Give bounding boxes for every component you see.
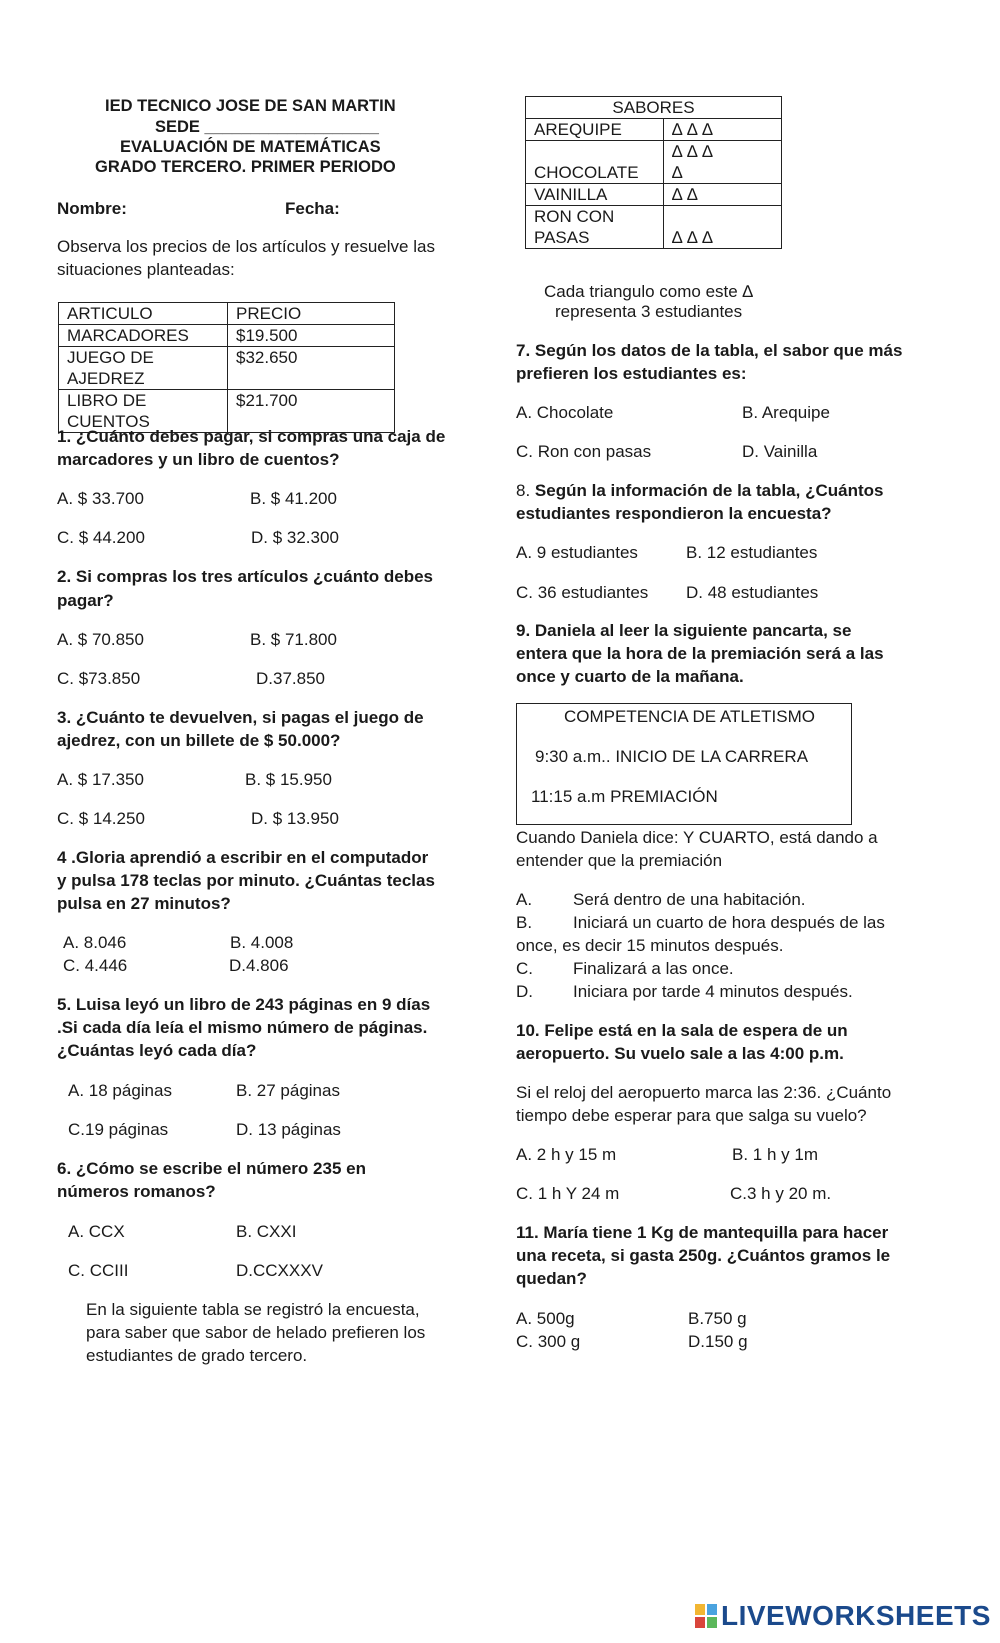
q10-option-b[interactable]: B. 1 h y 1m bbox=[732, 1145, 818, 1164]
q9-text-1: Cuando Daniela dice: Y CUARTO, está dando a bbox=[516, 828, 878, 847]
q11-line-1: 11. María tiene 1 Kg de mantequilla para hacer bbox=[516, 1223, 889, 1242]
q5-option-c[interactable]: C.19 páginas bbox=[68, 1120, 169, 1139]
item-price: $32.650 bbox=[228, 347, 395, 390]
q4-option-a[interactable]: A. 8.046 bbox=[63, 933, 127, 952]
q10-option-c[interactable]: C. 1 h Y 24 m bbox=[516, 1184, 620, 1203]
q5-option-b[interactable]: B. 27 páginas bbox=[236, 1081, 340, 1100]
q1-line-2: marcadores y un libro de cuentos? bbox=[57, 450, 340, 469]
banner-line-2: 11:15 a.m PREMIACIÓN bbox=[531, 787, 718, 806]
q2-option-a[interactable]: A. $ 70.850 bbox=[57, 630, 144, 649]
intro-line-2: situaciones planteadas: bbox=[57, 260, 235, 279]
q4-line-2: y pulsa 178 teclas por minuto. ¿Cuántas teclas bbox=[57, 871, 435, 890]
q1-option-a[interactable]: A. $ 33.700 bbox=[57, 489, 144, 508]
q9-option-c-label[interactable]: C. bbox=[516, 959, 533, 978]
table-row bbox=[526, 141, 782, 184]
q3-option-b[interactable]: B. $ 15.950 bbox=[245, 770, 332, 789]
q8-line-1 bbox=[516, 479, 883, 502]
q11-option-d[interactable]: D.150 g bbox=[688, 1332, 748, 1351]
q11-line-3: quedan? bbox=[516, 1269, 587, 1288]
q5-option-a[interactable]: A. 18 páginas bbox=[68, 1081, 172, 1100]
fecha-label: Fecha: bbox=[285, 199, 340, 218]
item-name: CUENTOS bbox=[67, 412, 150, 431]
logo-text: LIVEWORKSHEETS bbox=[721, 1600, 991, 1631]
q3-line-1: 3. ¿Cuánto te devuelven, si pagas el juego de bbox=[57, 708, 424, 727]
exam-title: EVALUACIÓN DE MATEMÁTICAS bbox=[120, 138, 381, 156]
sede-line: SEDE ___________________ bbox=[155, 118, 379, 136]
q9-option-b[interactable]: Iniciará un cuarto de hora después de las bbox=[573, 913, 885, 932]
q1-option-c[interactable]: C. $ 44.200 bbox=[57, 528, 145, 547]
price-table bbox=[58, 302, 395, 433]
q3-option-c[interactable]: C. $ 14.250 bbox=[57, 809, 145, 828]
table-row bbox=[526, 119, 782, 141]
table-row bbox=[59, 347, 395, 390]
q9-line-2: entera que la hora de la premiación será a las bbox=[516, 644, 884, 663]
q3-option-a[interactable]: A. $ 17.350 bbox=[57, 770, 144, 789]
q9-option-b-cont: once, es decir 15 minutos después. bbox=[516, 936, 784, 955]
q2-option-c[interactable]: C. $73.850 bbox=[57, 669, 141, 688]
q7-option-d[interactable]: D. Vainilla bbox=[742, 442, 818, 461]
q5-line-1: 5. Luisa leyó un libro de 243 páginas en 9 días bbox=[57, 995, 431, 1014]
q2-line-1: 2. Si compras los tres artículos ¿cuánto debes bbox=[57, 567, 434, 586]
q7-line-1: 7. Según los datos de la tabla, el sabor que más bbox=[516, 341, 903, 360]
table-row bbox=[526, 184, 782, 206]
q6-option-a[interactable]: A. CCX bbox=[68, 1222, 125, 1241]
q1-option-d[interactable]: D. $ 32.300 bbox=[251, 528, 339, 547]
intro-line-1: Observa los precios de los artículos y resuelve las bbox=[57, 237, 435, 256]
q6-line-1: 6. ¿Cómo se escribe el número 235 en bbox=[57, 1159, 366, 1178]
q9-option-d-label[interactable]: D. bbox=[516, 982, 533, 1001]
q7-option-a[interactable]: A. Chocolate bbox=[516, 403, 614, 422]
q7-option-b[interactable]: B. Arequipe bbox=[742, 403, 830, 422]
q4-line-3: pulsa en 27 minutos? bbox=[57, 894, 231, 913]
q4-option-d[interactable]: D.4.806 bbox=[229, 956, 289, 975]
legend-line-1: Cada triangulo como este ∆ bbox=[544, 282, 753, 301]
col-header-precio: PRECIO bbox=[228, 303, 395, 325]
q10-text-2: tiempo debe esperar para que salga su vuelo? bbox=[516, 1106, 867, 1125]
legend-line-2: representa 3 estudiantes bbox=[555, 302, 743, 321]
q4-option-c[interactable]: C. 4.446 bbox=[63, 956, 128, 975]
q11-option-a[interactable]: A. 500g bbox=[516, 1309, 575, 1328]
survey-intro-line-3: estudiantes de grado tercero. bbox=[86, 1346, 308, 1365]
q10-option-d[interactable]: C.3 h y 20 m. bbox=[730, 1184, 832, 1203]
item-name: AJEDREZ bbox=[67, 369, 145, 388]
q4-line-1: 4 .Gloria aprendió a escribir en el computador bbox=[57, 848, 429, 867]
q6-option-b[interactable]: B. CXXI bbox=[236, 1222, 297, 1241]
flavors-table bbox=[525, 96, 782, 249]
q6-option-c[interactable]: C. CCIII bbox=[68, 1261, 129, 1280]
col-header-articulo: ARTICULO bbox=[59, 303, 228, 325]
tally-marks: ∆ ∆ bbox=[672, 185, 698, 204]
q9-option-b-label[interactable]: B. bbox=[516, 913, 533, 932]
q5-line-2: .Si cada día leía el mismo número de páginas. bbox=[57, 1018, 428, 1037]
item-price: $21.700 bbox=[228, 390, 395, 433]
flavor-name: AREQUIPE bbox=[534, 120, 622, 139]
q3-line-2: ajedrez, con un billete de $ 50.000? bbox=[57, 731, 341, 750]
q1-line-1: 1. ¿Cuánto debes pagar, si compras una caja de bbox=[57, 427, 446, 446]
tally-marks: ∆ ∆ ∆ bbox=[672, 228, 713, 247]
q4-option-b[interactable]: B. 4.008 bbox=[230, 933, 294, 952]
q6-option-d[interactable]: D.CCXXXV bbox=[236, 1261, 323, 1280]
nombre-label: Nombre: bbox=[57, 199, 127, 218]
q1-option-b[interactable]: B. $ 41.200 bbox=[250, 489, 337, 508]
q8-option-a[interactable]: A. 9 estudiantes bbox=[516, 543, 638, 562]
q9-option-d[interactable]: Iniciara por tarde 4 minutos después. bbox=[573, 982, 853, 1001]
grade-period: GRADO TERCERO. PRIMER PERIODO bbox=[95, 158, 396, 176]
q8-number: 8. bbox=[516, 481, 531, 500]
q9-text-2: entender que la premiación bbox=[516, 851, 723, 870]
q9-option-a-label[interactable]: A. bbox=[516, 890, 533, 909]
q6-line-2: números romanos? bbox=[57, 1182, 216, 1201]
q9-option-c[interactable]: Finalizará a las once. bbox=[573, 959, 734, 978]
q11-option-b[interactable]: B.750 g bbox=[688, 1309, 747, 1328]
item-price: $19.500 bbox=[228, 325, 395, 347]
q8-option-d[interactable]: D. 48 estudiantes bbox=[686, 583, 819, 602]
tally-marks: ∆ bbox=[672, 163, 683, 182]
q11-option-c[interactable]: C. 300 g bbox=[516, 1332, 581, 1351]
item-name: JUEGO DE bbox=[67, 348, 154, 367]
q8-question: Según la información de la tabla, ¿Cuántos bbox=[534, 481, 884, 500]
q10-text-1: Si el reloj del aeropuerto marca las 2:36. ¿Cuánto bbox=[516, 1083, 892, 1102]
flavor-name: VAINILLA bbox=[534, 185, 608, 204]
liveworksheets-logo bbox=[695, 1600, 991, 1632]
price-table-header bbox=[59, 303, 395, 325]
tally-marks: ∆ ∆ ∆ bbox=[672, 142, 713, 161]
q8-line-2: estudiantes respondieron la encuesta? bbox=[516, 504, 832, 523]
q8-option-c[interactable]: C. 36 estudiantes bbox=[516, 583, 649, 602]
q5-line-3: ¿Cuántas leyó cada día? bbox=[57, 1041, 257, 1060]
q3-option-d[interactable]: D. $ 13.950 bbox=[251, 809, 339, 828]
logo-grid-icon bbox=[695, 1604, 717, 1628]
q2-option-d[interactable]: D.37.850 bbox=[256, 669, 325, 688]
flavor-name: CHOCOLATE bbox=[534, 163, 639, 182]
q5-option-d[interactable]: D. 13 páginas bbox=[236, 1120, 341, 1139]
q8-option-b[interactable]: B. 12 estudiantes bbox=[686, 543, 818, 562]
q9-option-a[interactable]: Será dentro de una habitación. bbox=[573, 890, 806, 909]
q2-option-b[interactable]: B. $ 71.800 bbox=[250, 630, 337, 649]
banner-title: COMPETENCIA DE ATLETISMO bbox=[564, 707, 815, 726]
q9-line-1: 9. Daniela al leer la siguiente pancarta, se bbox=[516, 621, 852, 640]
tally-marks: ∆ ∆ ∆ bbox=[672, 120, 713, 139]
table-row bbox=[526, 206, 782, 249]
table-row bbox=[59, 325, 395, 347]
banner-line-1: 9:30 a.m.. INICIO DE LA CARRERA bbox=[535, 747, 809, 766]
q10-line-1: 10. Felipe está en la sala de espera de un bbox=[516, 1021, 848, 1040]
survey-intro-line-1: En la siguiente tabla se registró la encuesta, bbox=[86, 1300, 420, 1319]
flavors-table-title: SABORES bbox=[526, 97, 782, 119]
survey-intro-line-2: para saber que sabor de helado prefieren los bbox=[86, 1323, 426, 1342]
item-name: MARCADORES bbox=[67, 326, 189, 345]
q10-line-2: aeropuerto. Su vuelo sale a las 4:00 p.m. bbox=[516, 1044, 844, 1063]
q10-option-a[interactable]: A. 2 h y 15 m bbox=[516, 1145, 617, 1164]
q11-line-2: una receta, si gasta 250g. ¿Cuántos gramos le bbox=[516, 1246, 891, 1265]
school-name: IED TECNICO JOSE DE SAN MARTIN bbox=[105, 97, 396, 115]
item-name: LIBRO DE bbox=[67, 391, 147, 410]
q2-line-2: pagar? bbox=[57, 591, 114, 610]
flavor-name: PASAS bbox=[534, 228, 590, 247]
q7-option-c[interactable]: C. Ron con pasas bbox=[516, 442, 652, 461]
q7-line-2: prefieren los estudiantes es: bbox=[516, 364, 747, 383]
q9-line-3: once y cuarto de la mañana. bbox=[516, 667, 744, 686]
flavor-name: RON CON bbox=[534, 207, 615, 226]
